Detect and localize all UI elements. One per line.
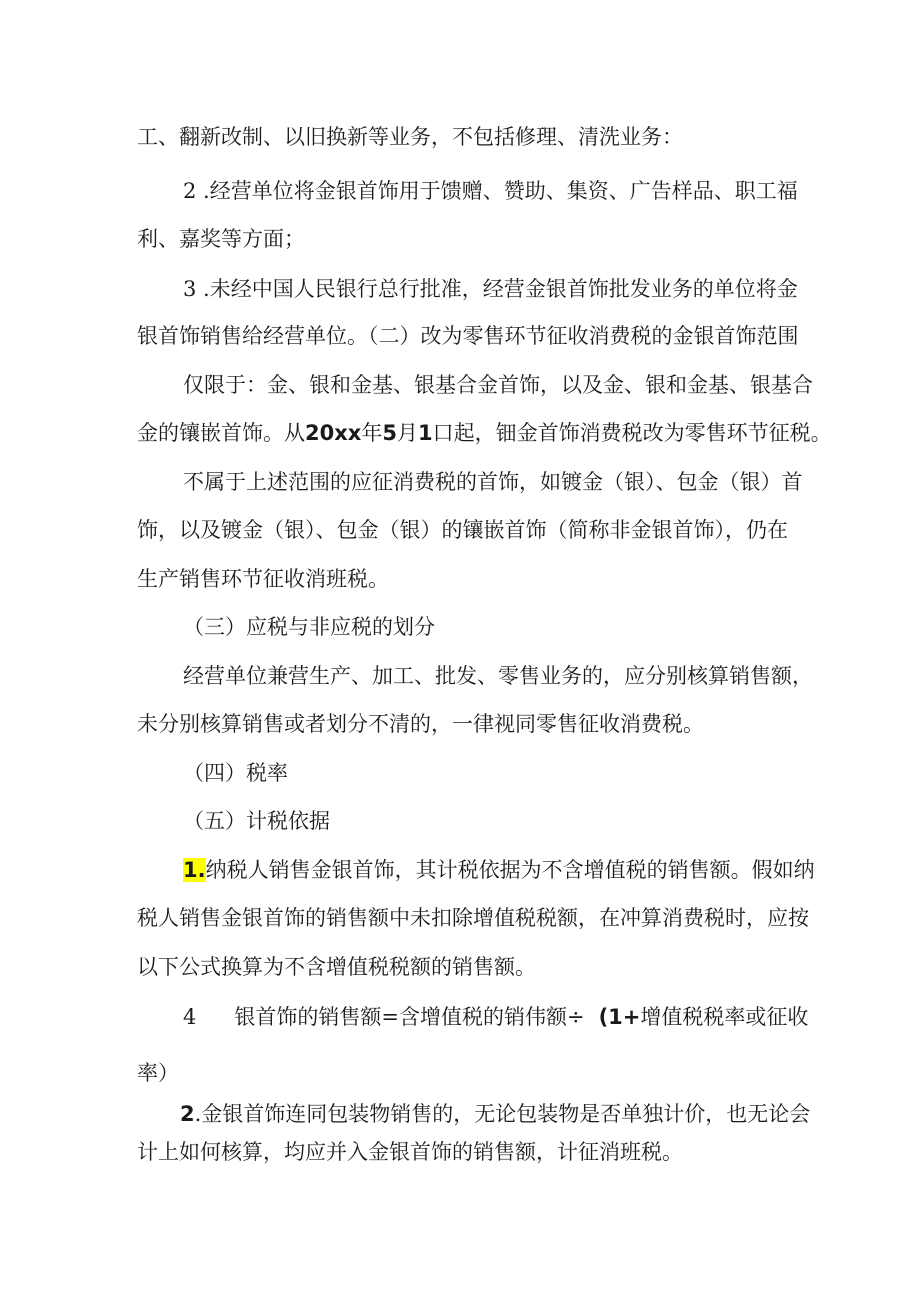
formula-line (183, 1003, 808, 1031)
text-segment: 年 (361, 421, 383, 445)
item-2-number: 2 (180, 1102, 195, 1126)
text-segment: 金的镶嵌首饰。从 (137, 421, 305, 445)
month-value: 5 (382, 421, 397, 445)
text-line-17: 税人销售金银首饰的销售额中未扣除增值税税额，在冲算消费税时，应按 (137, 906, 809, 930)
text-line-10: 生产销售环节征收消班税。 (137, 567, 389, 591)
formula-tail: 增值税税率或征收 (640, 1005, 809, 1029)
text-segment: 口起，钿金首饰消费税改为零售环节征税。 (432, 421, 832, 445)
item-1-number: 1. (183, 858, 206, 882)
text-line-22: 计上如何核算，均应并入金银首饰的销售额，计征消班税。 (137, 1140, 683, 1164)
text-line-7 (137, 419, 832, 447)
text-line-6: 仅限于：金、银和金基、银基合金首饰，以及金、银和金基、银基合 (183, 373, 813, 397)
item-1-line (183, 856, 815, 884)
year-value: 20xx (305, 421, 362, 445)
formula-text: 银首饰的销售额=含增值税的销伟额÷ (234, 1005, 585, 1029)
formula-bold: (1+ (598, 1005, 641, 1029)
item-2-line (180, 1100, 810, 1128)
text-segment: 月 (396, 421, 418, 445)
text-line-18: 以下公式换算为不含增值税税额的销售额。 (137, 955, 536, 979)
text-line-9: 饰，以及镀金（银）、包金（银）的镶嵌首饰（简称非金银首饰），仍在 (137, 518, 788, 542)
text-line-4: 3 .未经中国人民银行总行批准，经营金银首饰批发业务的单位将金 (183, 277, 798, 301)
text-line-12: 经营单位兼营生产、加工、批发、零售业务的，应分别核算销售额， (183, 664, 813, 688)
formula-number: 4 (183, 1005, 197, 1029)
day-value: 1 (417, 421, 433, 445)
text-line-2: 2 .经营单位将金银首饰用于馈赠、赞助、集资、广告样品、职工福 (183, 179, 798, 203)
section-heading-3: （三）应税与非应税的划分 (183, 615, 435, 639)
text-line-13: 未分别核算销售或者划分不清的，一律视同零售征收消费税。 (137, 712, 704, 736)
text-line-8: 不属于上述范围的应征消费税的首饰，如镀金（银）、包金（银）首 (183, 470, 803, 494)
section-heading-4: （四）税率 (183, 761, 288, 785)
item-1-text: 纳税人销售金银首饰，其计税依据为不含增值税的销售额。假如纳 (205, 858, 815, 882)
text-line-3: 利、嘉奖等方面； (137, 227, 305, 251)
item-2-text: .金银首饰连同包装物销售的，无论包装物是否单独计价，也无论会 (194, 1102, 811, 1126)
text-line-5: 银首饰销售给经营单位。（二）改为零售环节征收消费税的金银首饰范围 (137, 324, 799, 348)
text-line-20: 率） (137, 1061, 179, 1085)
text-line-1: 工、翻新改制、以旧换新等业务，不包括修理、清洗业务： (137, 125, 683, 149)
section-heading-5: （五）计税依据 (183, 809, 330, 833)
